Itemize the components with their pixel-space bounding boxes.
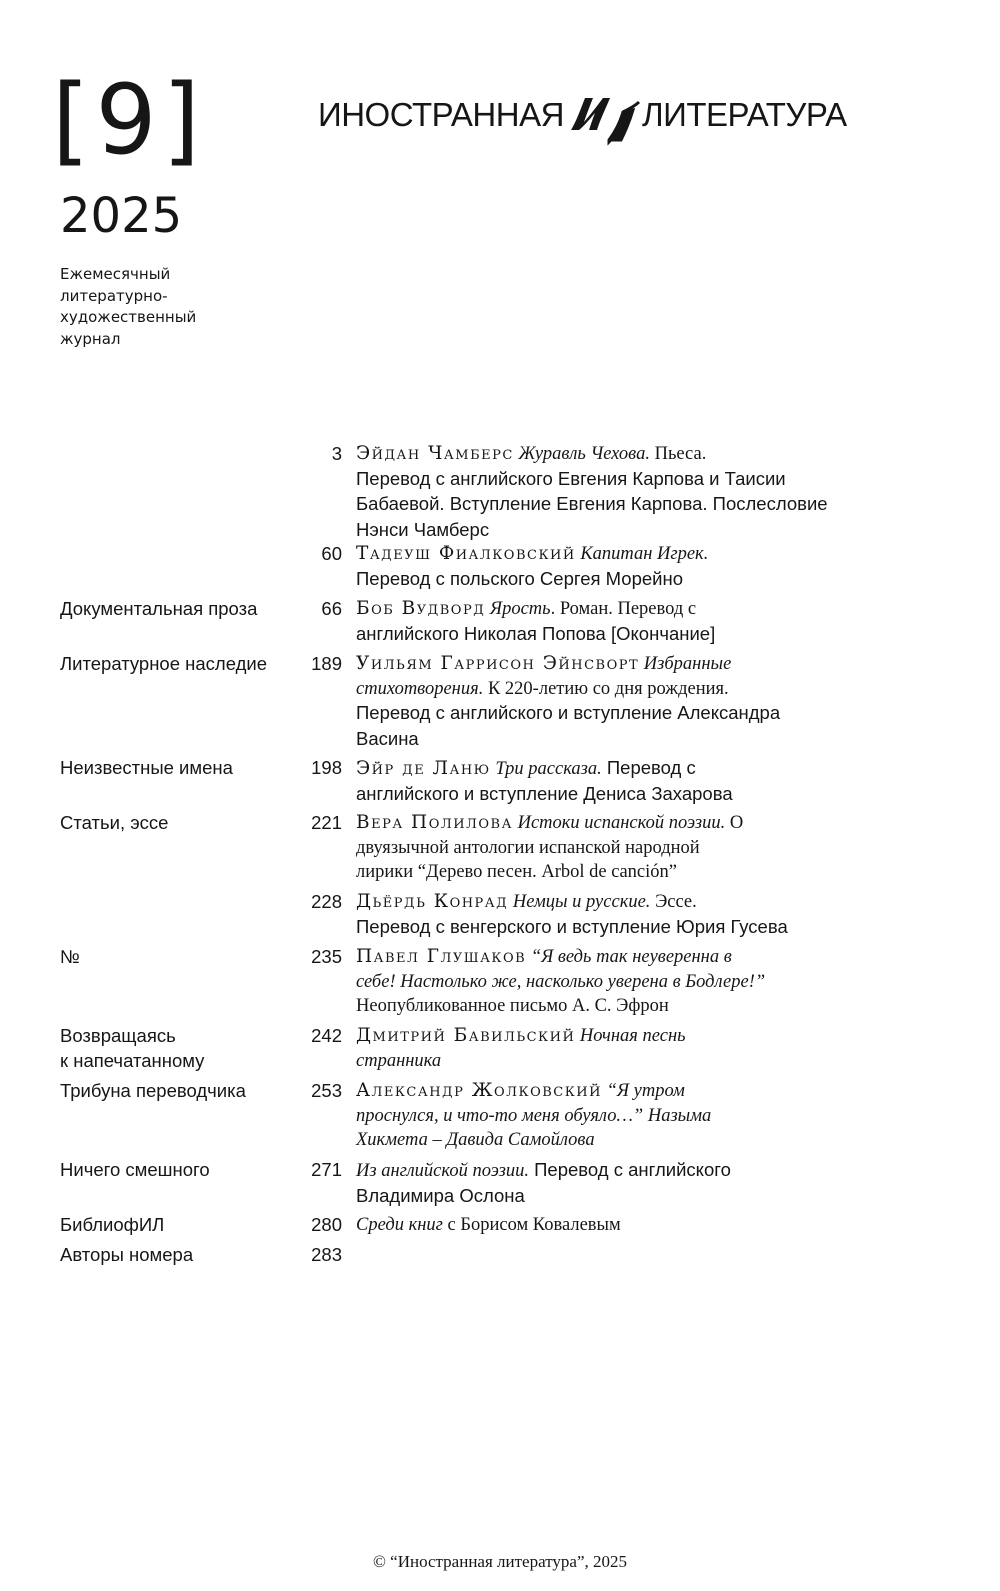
toc-section-label: Литературное наследие — [60, 653, 267, 674]
toc-title: Хикмета – Давида Самойлова — [356, 1130, 595, 1150]
toc-section-label: Статьи, эссе — [60, 812, 169, 833]
il-monogram-icon — [563, 84, 643, 146]
toc-section-label: Документальная проза — [60, 598, 258, 619]
toc-text: Пьеса. — [649, 444, 707, 464]
toc-page-number[interactable]: 221 — [311, 812, 342, 833]
toc-title: Ночная песнь — [579, 1026, 686, 1046]
toc-entry-line — [356, 622, 876, 648]
toc-title: “Я утром — [606, 1081, 685, 1101]
toc-section-label: Авторы номера — [60, 1244, 194, 1265]
toc-entry-line — [356, 945, 876, 970]
toc-text: Перевод с английского Евгения Карпова и Таисии — [356, 467, 786, 489]
toc-entry-line — [356, 915, 876, 941]
toc-title: Капитан Игрек. — [580, 544, 709, 564]
toc-title: “Я ведь так неуверенна в — [530, 947, 732, 967]
masthead-title-right: ЛИТЕРАТУРА — [641, 96, 847, 133]
issue-number: [9] — [52, 64, 206, 176]
toc-text: Васина — [356, 727, 419, 749]
toc-author: Боб Вудворд — [356, 598, 486, 619]
issue-year: 2025 — [60, 188, 183, 244]
toc-text: О — [725, 813, 744, 833]
toc-page-number[interactable]: 228 — [311, 891, 342, 912]
toc-page-number[interactable]: 283 — [311, 1244, 342, 1265]
toc-text: Перевод с венгерского и вступление Юрия Гусева — [356, 915, 788, 937]
toc-entry[interactable] — [356, 597, 876, 647]
toc-page-number[interactable]: 235 — [311, 946, 342, 967]
toc-page-number[interactable]: 280 — [311, 1214, 342, 1235]
toc-title: стихотворения. — [356, 678, 484, 699]
toc-entry-line — [356, 994, 876, 1019]
toc-title: странника — [356, 1050, 442, 1071]
toc-entry[interactable] — [356, 652, 876, 752]
toc-section-label: Трибуна переводчика — [60, 1080, 246, 1101]
toc-entry-line — [356, 890, 876, 915]
toc-text: лирики “Дерево песен. Arbol de canción” — [356, 862, 677, 882]
masthead-title-left: ИНОСТРАННАЯ — [318, 96, 564, 133]
tagline-line: художественный — [60, 308, 197, 326]
toc-title: Избранные — [643, 654, 732, 674]
toc-entry-line — [356, 836, 876, 861]
toc-text: . Роман. Перевод с — [550, 599, 697, 619]
toc-title: Из английской поэзии. — [356, 1161, 529, 1181]
toc-entry-line — [356, 1049, 876, 1074]
toc-text: К 220-летию со дня рождения. — [483, 678, 729, 699]
tagline-line: Ежемесячный — [60, 265, 171, 283]
toc-entry-line — [356, 442, 876, 467]
toc-section-label: БиблиофИЛ — [60, 1214, 165, 1235]
toc-author: Павел Глушаков — [356, 946, 527, 967]
toc-page-number[interactable]: 271 — [311, 1159, 342, 1180]
toc-author: Вера Полилова — [356, 812, 513, 833]
toc-page-number[interactable]: 253 — [311, 1080, 342, 1101]
toc-entry-line — [356, 727, 876, 753]
toc-text: двуязычной антологии испанской народной — [356, 837, 700, 858]
toc-entry-line — [356, 652, 876, 677]
toc-title: Три рассказа. — [495, 759, 602, 779]
toc-entry-line — [356, 542, 876, 567]
toc-text: Бабаевой. Вступление Евгения Карпова. Послесловие — [356, 493, 828, 514]
toc-section-label: Ничего смешного — [60, 1159, 210, 1180]
toc-entry-line — [356, 677, 876, 702]
toc-entry-line — [356, 597, 876, 622]
tagline-line: журнал — [60, 329, 121, 348]
toc-title: Истоки испанской поэзии. — [517, 813, 726, 833]
toc-page-number[interactable]: 66 — [321, 598, 342, 619]
toc-entry[interactable] — [356, 1024, 876, 1073]
toc-entry[interactable] — [356, 1158, 876, 1209]
toc-author: Эйр де Ланю — [356, 758, 491, 779]
toc-text: Нэнси Чамберс — [356, 518, 490, 540]
toc-text: Перевод с польского Сергея Морейно — [356, 567, 683, 589]
toc-entry-line — [356, 1158, 876, 1184]
toc-title: себе! Настолько же, насколько уверена в Бодлере!” — [356, 971, 766, 992]
toc-entry-line — [356, 467, 876, 493]
toc-title: Среди книг — [356, 1215, 443, 1235]
toc-entry-line — [356, 811, 876, 836]
toc-entry[interactable] — [356, 890, 876, 940]
toc-entry-line — [356, 1213, 876, 1238]
toc-title: Немцы и русские. — [512, 892, 651, 912]
toc-text: английского и вступление Дениса Захарова — [356, 782, 733, 804]
toc-title: Ярость — [489, 599, 551, 619]
toc-author: Дмитрий Бавильский — [356, 1025, 576, 1046]
toc-entry-line — [356, 1024, 876, 1049]
toc-entry[interactable] — [356, 945, 876, 1019]
toc-title: проснулся, и что-то меня обуяло…” Назыма — [356, 1105, 712, 1126]
toc-section-label: Неизвестные имена — [60, 757, 233, 778]
toc-entry[interactable] — [356, 1213, 876, 1238]
toc-entry[interactable] — [356, 756, 876, 807]
toc-entry[interactable] — [356, 811, 876, 885]
toc-entry[interactable] — [356, 542, 876, 592]
toc-text: Владимира Ослона — [356, 1184, 525, 1206]
toc-entry-line — [356, 782, 876, 808]
toc-title: Журавль Чехова. — [518, 444, 650, 464]
toc-entry-line — [356, 1104, 876, 1129]
toc-author: Эйдан Чамберс — [356, 443, 514, 464]
toc-entry-line — [356, 518, 876, 544]
toc-entry-line — [356, 1079, 876, 1104]
toc-entry-line — [356, 701, 876, 727]
toc-author: Уильям Гаррисон Эйнсворт — [356, 653, 640, 674]
toc-entry[interactable] — [356, 442, 876, 543]
toc-entry-line — [356, 756, 876, 782]
toc-section-label: № — [60, 946, 80, 967]
masthead — [318, 84, 847, 146]
toc-page-number[interactable]: 60 — [321, 543, 342, 564]
toc-entry[interactable] — [356, 1079, 876, 1153]
toc-author: Александр Жолковский — [356, 1080, 602, 1101]
toc-text: с Борисом Ковалевым — [442, 1215, 621, 1235]
toc-page-number[interactable]: 242 — [311, 1025, 342, 1046]
toc-text: Неопубликованное письмо А. С. Эфрон — [356, 996, 669, 1016]
toc-text: английского Николая Попова [Окончание] — [356, 622, 716, 644]
toc-author: Тадеуш Фиалковский — [356, 543, 576, 564]
copyright: © “Иностранная литература”, 2025 — [372, 1552, 627, 1571]
toc-entry-line — [356, 1184, 876, 1210]
toc-page-number[interactable]: 198 — [311, 757, 342, 778]
toc-entry-line — [356, 492, 876, 518]
toc-section-label: Возвращаясь к напечатанному — [60, 1025, 205, 1071]
toc-text: Эссе. — [650, 892, 697, 912]
tagline-line: литературно- — [60, 286, 168, 305]
toc-text: Перевод с английского и вступление Александра — [356, 702, 781, 723]
toc-entry-line — [356, 860, 876, 885]
toc-text: Перевод с английского — [528, 1159, 731, 1180]
tagline — [60, 264, 260, 350]
toc-text: Перевод с — [601, 757, 696, 778]
toc-page-number[interactable]: 189 — [311, 653, 342, 674]
toc-page-number[interactable]: 3 — [331, 443, 342, 464]
toc-entry-line — [356, 1128, 876, 1153]
toc-entry-line — [356, 970, 876, 995]
toc-entry-line — [356, 567, 876, 593]
toc-author: Дьёрдь Конрад — [356, 891, 509, 912]
